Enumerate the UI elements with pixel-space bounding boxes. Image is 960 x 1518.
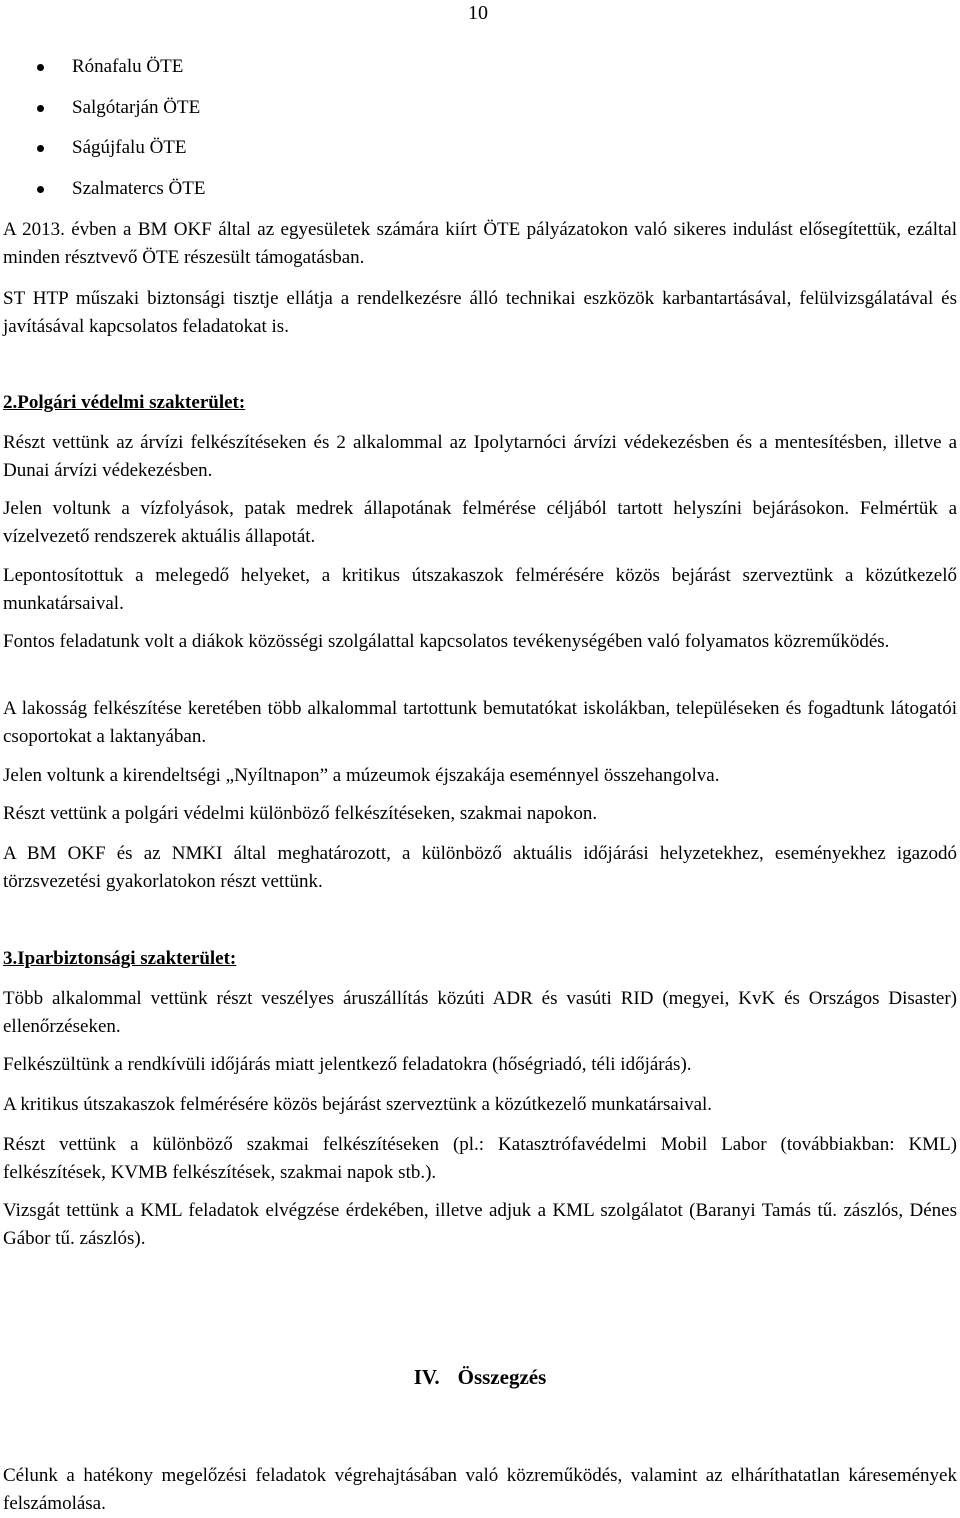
paragraph: Jelen voltunk a vízfolyások, patak medrek állapotának felmérése céljából tartott helyszíni bejárásokon. Felmértük a vízelvezető rendszerek aktuális állapotát.: [3, 498, 957, 547]
section-title-summary: [0, 1363, 960, 1391]
list-item: Salgótarján ÖTE: [0, 94, 960, 135]
paragraph: Részt vettünk az árvízi felkészítéseken és 2 alkalommal az Ipolytarnóci árvízi védekezésben és a mentesítésben, illetve a Dunai árvízi védekezésben.: [3, 432, 957, 481]
paragraph: Jelen voltunk a kirendeltségi „Nyíltnapon” a múzeumok éjszakája eseménnyel összehangolva.: [3, 765, 720, 786]
section-title-text: Összegzés: [457, 1365, 547, 1389]
paragraph: A kritikus útszakaszok felmérésére közös bejárást szerveztünk a közútkezelő munkatársaival.: [3, 1094, 713, 1115]
paragraph: Részt vettünk a polgári védelmi különböző felkészítéseken, szakmai napokon.: [3, 803, 598, 824]
page-number: 10: [468, 2, 488, 24]
ote-list: [0, 53, 960, 215]
section-heading-civil-protection: 2.Polgári védelmi szakterület:: [3, 392, 246, 413]
section-number: IV.: [413, 1365, 440, 1389]
paragraph: Vizsgát tettünk a KML feladatok elvégzése érdekében, illetve adjuk a KML szolgálatot (Baranyi Tamás tű. zászlós, Dénes Gábor tű. zászlós).: [3, 1200, 957, 1249]
summary-paragraph: Célunk a hatékony megelőzési feladatok végrehajtásában való közreműködés, valamint az elháríthatatlan káresemények felszámolása.: [3, 1465, 957, 1514]
list-item: Szalmatercs ÖTE: [0, 175, 960, 216]
paragraph: Felkészültünk a rendkívüli időjárás miatt jelentkező feladatokra (hőségriadó, téli időjárás).: [3, 1054, 692, 1075]
paragraph: A BM OKF és az NMKI által meghatározott, a különböző aktuális időjárási helyzetekhez, eseményekhez igazodó törzsvezetési gyakorlatokon részt vettünk.: [3, 843, 957, 892]
intro-paragraph-2: ST HTP műszaki biztonsági tisztje ellátja a rendelkezésre álló technikai eszközök karbantartásával, felülvizsgálatával és javításával kapcsolatos feladatokat is.: [3, 288, 957, 337]
list-item: Rónafalu ÖTE: [0, 53, 960, 94]
paragraph: Lepontosítottuk a melegedő helyeket, a kritikus útszakaszok felmérésére közös bejárást szerveztünk a közútkezelő munkatársaival.: [3, 565, 957, 614]
intro-paragraph-1: A 2013. évben a BM OKF által az egyesületek számára kiírt ÖTE pályázatokon való sikeres indulást elősegítettük, ezáltal minden résztvevő ÖTE részesült támogatásban.: [3, 219, 957, 268]
paragraph: A lakosság felkészítése keretében több alkalommal tartottunk bemutatókat iskolákban, településeken és fogadtunk látogatói csoportokat a laktanyában.: [3, 698, 957, 747]
paragraph: Részt vettünk a különböző szakmai felkészítéseken (pl.: Katasztrófavédelmi Mobil Labor (továbbiakban: KML) felkészítések, KVMB felkészítések, szakmai napok stb.).: [3, 1134, 957, 1183]
paragraph: Fontos feladatunk volt a diákok közösségi szolgálattal kapcsolatos tevékenységében való folyamatos közreműködés.: [3, 631, 890, 652]
paragraph: Több alkalommal vettünk részt veszélyes áruszállítás közúti ADR és vasúti RID (megyei, KvK és Országos Disaster) ellenőrzéseken.: [3, 988, 957, 1037]
list-item: Ságújfalu ÖTE: [0, 134, 960, 175]
section-heading-industrial-safety: 3.Iparbiztonsági szakterület:: [3, 948, 237, 969]
